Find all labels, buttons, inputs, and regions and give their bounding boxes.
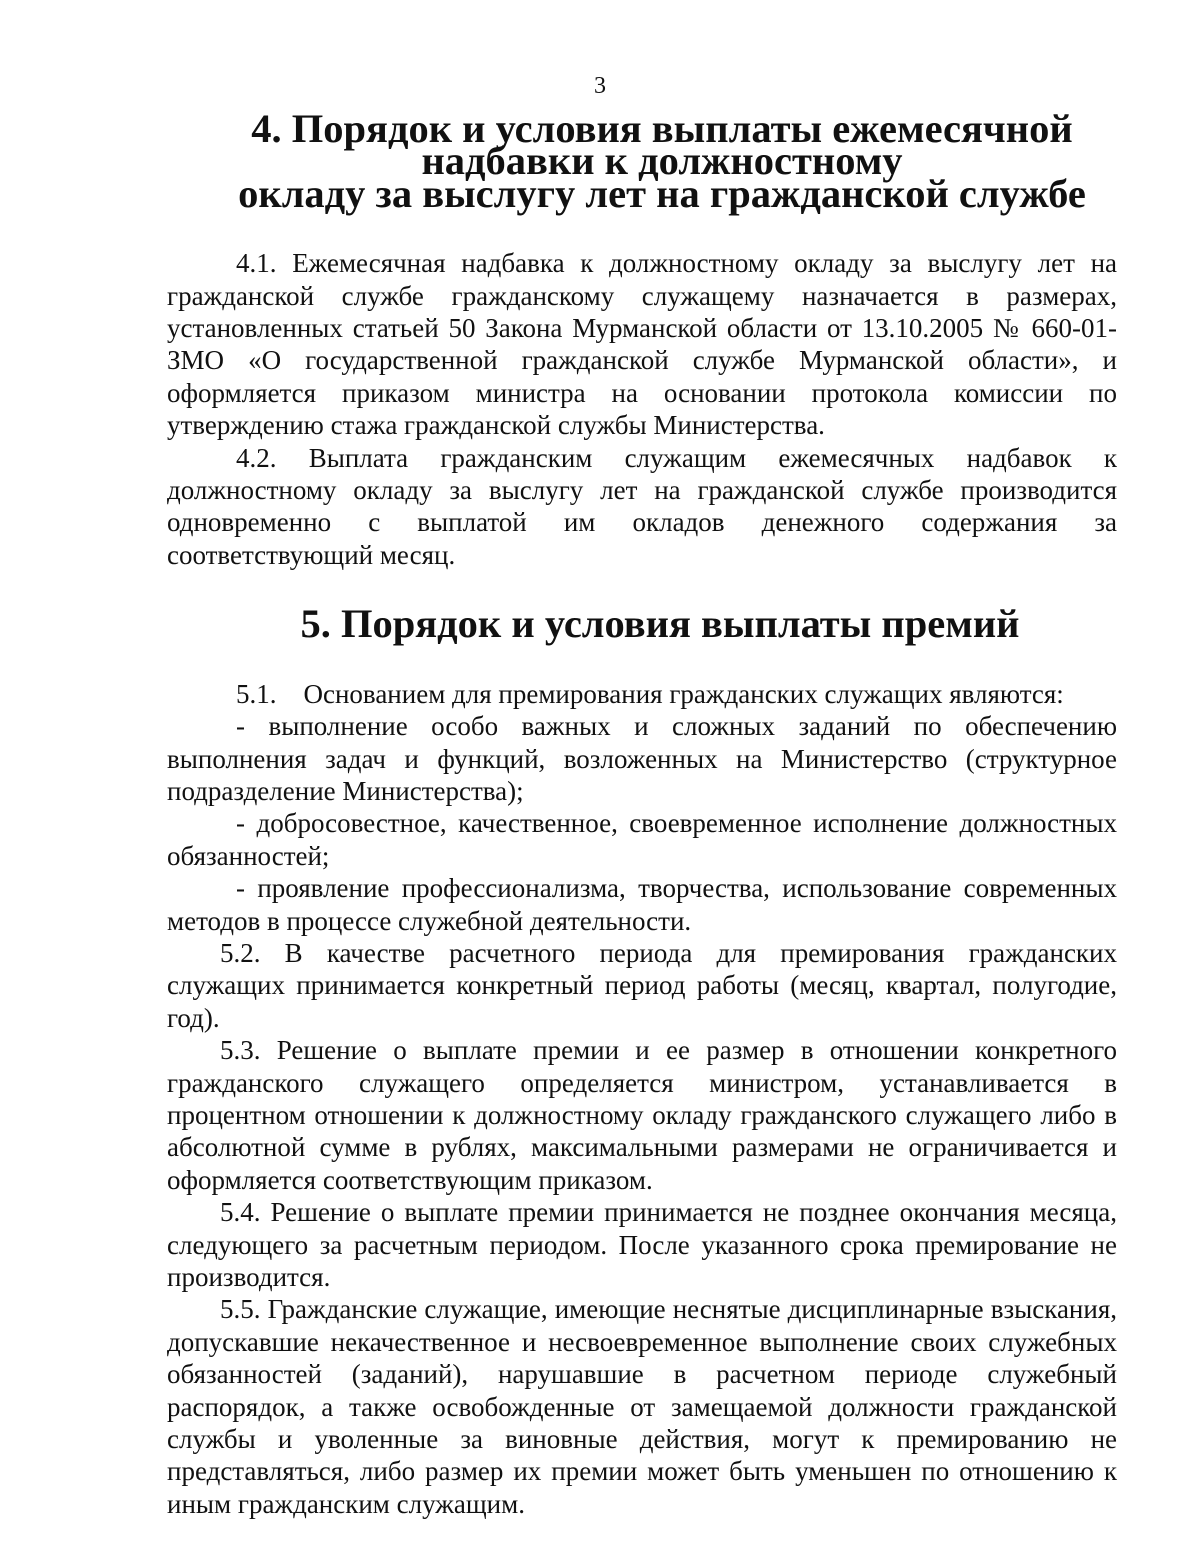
paragraph-5-4: 5.4. Решение о выплате премии принимается не позднее окончания месяца, следующего за расчетным периодом. После указанного срока премирование не производится. xyxy=(167,1197,1117,1292)
paragraph-5-2: 5.2. В качестве расчетного периода для премирования гражданских служащих принимается конкретный период работы (месяц, квартал, полугодие, год). xyxy=(167,937,1117,1033)
paragraph-5-1: 5.1. Основанием для премирования гражданских служащих являются: xyxy=(236,678,1064,709)
paragraph-5-3: 5.3. Решение о выплате премии и ее размер в отношении конкретного гражданского служащего определяется министром, устанавливается в процентном отношении к должностному окладу гражданского служащего либо в абсолютной сумме в рублях, максимальными размерами не ограничивается и оформляется соответствующим приказом. xyxy=(167,1035,1117,1195)
paragraph-5-5: 5.5. Гражданские служащие, имеющие неснятые дисциплинарные взыскания, допускавшие некачественное и несвоевременное выполнение своих служебных обязанностей (заданий), нарушавшие в расчетном периоде служебный распорядок, а также освобожденные от замещаемой должности гражданской службы и уволенные за виновные действия, могут к премированию не представляться, либо размер их премии может быть уменьшен по отношению к иным гражданским служащим. xyxy=(167,1294,1117,1519)
paragraph-4-1: 4.1. Ежемесячная надбавка к должностному окладу за выслугу лет на гражданской службе гражданскому служащему назначается в размерах, установленных статьей 50 Закона Мурманской области от 13.10.2005 № 660-01-ЗМО «О государственной гражданской службе Мурманской области», и оформляется приказом министра на основании протокола комиссии по утверждению стажа гражданской службы Министерства. xyxy=(167,248,1117,441)
bullet-2: - добросовестное, качественное, своевременное исполнение должностных обязанностей; xyxy=(167,808,1117,871)
paragraph-4-2: 4.2. Выплата гражданским служащим ежемесячных надбавок к должностному окладу за выслугу лет на гражданской службе производится одновременно с выплатой им окладов денежного содержания за соответствующий месяц. xyxy=(167,442,1117,570)
section-4-heading-line-1: 4. Порядок и условия выплаты ежемесячной надбавки к должностному xyxy=(251,106,1073,184)
bullet-1: - выполнение особо важных и сложных заданий по обеспечению выполнения задач и функций, возложенных на Министерство (структурное подразделение Министерства); xyxy=(167,711,1117,806)
section-4-heading xyxy=(203,106,1121,216)
page-number: 3 xyxy=(594,73,606,99)
document-body xyxy=(167,106,1117,1520)
bullet-3: - проявление профессионализма, творчества, использование современных методов в процессе служебной деятельности. xyxy=(167,873,1117,936)
section-4-heading-line-2: окладу за выслугу лет на гражданской службе xyxy=(238,170,1086,216)
section-5-heading: 5. Порядок и условия выплаты премий xyxy=(300,601,1020,647)
